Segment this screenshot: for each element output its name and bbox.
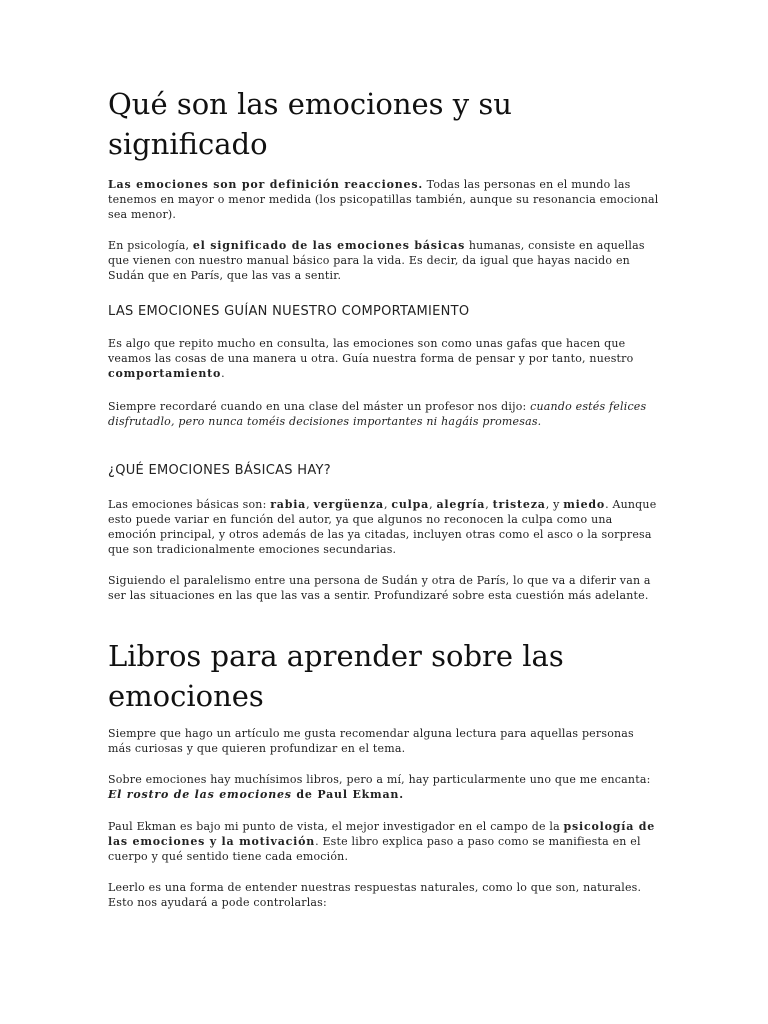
italic-quote: cuando estés felices disfrutadlo, pero nunca toméis decisiones importantes ni hagáis promesas. xyxy=(108,400,647,428)
text-psicologia-2: humanas, consiste en aquellas que vienen con nuestro manual básico para la vida. Es decir, da igual que hayas nacido en Sudán que en París, que las vas a sentir. xyxy=(108,239,645,282)
paragraph-articulo: Siempre que hago un artículo me gusta recomendar alguna lectura para aquellas personas más curiosas y que quieren profundizar en el tema. xyxy=(108,727,634,755)
title-libros: Libros para aprender sobre las emociones xyxy=(108,639,564,713)
paragraph-ekman xyxy=(108,819,660,864)
book-title: El rostro de las emociones xyxy=(108,788,292,801)
paragraph-leerlo: Leerlo es una forma de entender nuestras respuestas naturales, como lo que son, naturales. Esto nos ayudará a pode controlarlas: xyxy=(108,881,642,909)
text-lista-1: Las emociones básicas son: xyxy=(108,498,271,511)
bold-miedo: miedo xyxy=(563,498,606,511)
bold-significado-basicas: el significado de las emociones básicas xyxy=(192,239,466,252)
bold-alegria: alegría xyxy=(436,498,486,511)
text-libros: Sobre emociones hay muchísimos libros, pero a mí, hay particularmente uno que me encanta: xyxy=(108,773,651,786)
text-consulta-1: Es algo que repito mucho en consulta, las emociones son como unas gafas que hacen que veamos las cosas de una manera u otra. Guía nuestra forma de pensar y por tanto, nuestro xyxy=(108,337,634,365)
bold-tristeza: tristeza xyxy=(492,498,546,511)
bold-culpa: culpa xyxy=(391,498,430,511)
sep-1: , xyxy=(306,498,314,511)
paragraph-lista-emociones xyxy=(108,497,660,557)
text-ekman-2: . Este libro explica paso a paso como se manifiesta en el cuerpo y qué sentido tiene cada emoción. xyxy=(108,835,641,863)
text-psicologia-1: En psicología, xyxy=(108,239,193,252)
bold-verguenza: vergüenza xyxy=(313,498,384,511)
paragraph-libros xyxy=(108,772,660,802)
sep-4: , xyxy=(485,498,493,511)
heading-comportamiento: LAS EMOCIONES GUÍAN NUESTRO COMPORTAMIENTO xyxy=(108,304,470,319)
bold-rabia: rabia xyxy=(270,498,307,511)
title-emociones-significado: Qué son las emociones y su significado xyxy=(108,87,512,161)
bold-definicion: Las emociones son por definición reacciones. xyxy=(108,178,423,191)
text-definicion: Todas las personas en el mundo las tenemos en mayor o menor medida (los psicopatillas también, aunque su resonancia emocional sea menor). xyxy=(108,178,659,221)
paragraph-master xyxy=(108,399,660,429)
sep-3: , xyxy=(429,498,437,511)
text-lista-2: . Aunque esto puede variar en función del autor, ya que algunos no reconocen la culpa como una emoción principal, y otros además de las ya citadas, incluyen otras como el asco o la sorpresa que son tradicionalmente emociones secundarias. xyxy=(108,498,657,556)
heading-emociones-basicas: ¿QUÉ EMOCIONES BÁSICAS HAY? xyxy=(108,463,331,478)
bold-comportamiento: comportamiento xyxy=(108,367,222,380)
paragraph-definicion xyxy=(108,177,660,222)
paragraph-paralelismo: Siguiendo el paralelismo entre una persona de Sudán y otra de París, lo que va a diferir van a ser las situaciones en las que las vas a sentir. Profundizaré sobre esta cuestión más adelante. xyxy=(108,574,651,602)
text-master: Siempre recordaré cuando en una clase del máster un profesor nos dijo: xyxy=(108,400,531,413)
paragraph-consulta xyxy=(108,336,660,381)
paragraph-psicologia xyxy=(108,238,660,283)
text-consulta-2: . xyxy=(221,367,225,380)
sep-5: , y xyxy=(545,498,564,511)
book-author: de Paul Ekman. xyxy=(291,788,404,801)
text-ekman-1: Paul Ekman es bajo mi punto de vista, el mejor investigador en el campo de la xyxy=(108,820,564,833)
sep-2: , xyxy=(383,498,392,511)
bold-psicologia-motivacion: psicología de las emociones y la motivación xyxy=(108,820,656,848)
